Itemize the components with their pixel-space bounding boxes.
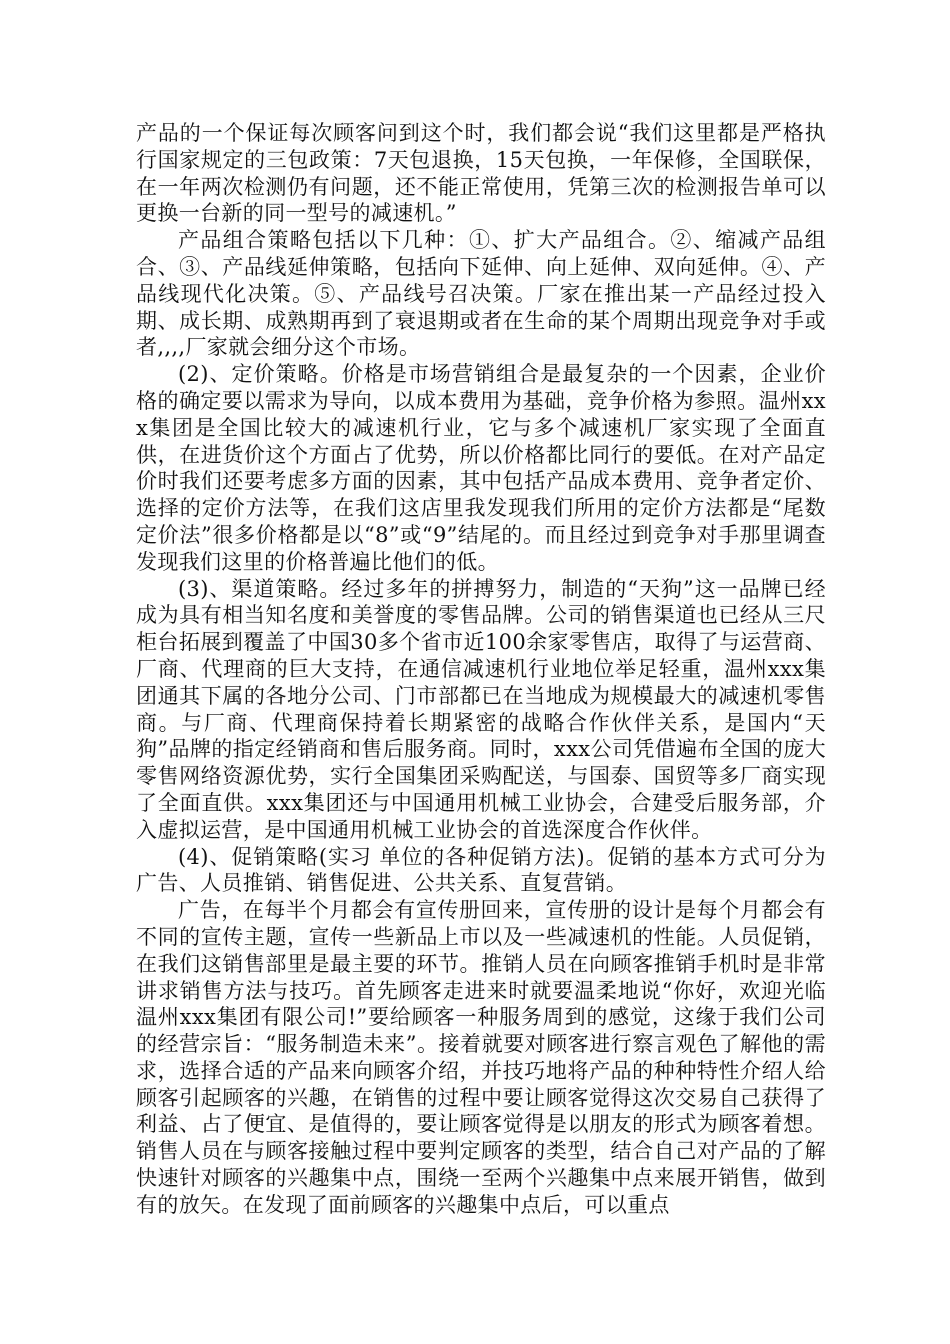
paragraph-pricing-strategy: (2)、定价策略。价格是市场营销组合是最复杂的一个因素，企业价格的确定要以需求为导向，以成本费用为基础，竞争价格为参照。温州xxx集团是全国比较大的减速机行业，它与多个减速机厂家实现了全面直供，在进货价这个方面占了优势，所以价格都比同行的要低。在对产品定价时我们还要考虑多方面的因素，其中包括产品成本费用、竞争者定价、选择的定价方法等，在我们这店里我发现我们所用的定价方法都是“尾数定价法”很多价格都是以“8”或“9”结尾的。而且经过到竞争对手那里调查发现我们这里的价格普遍比他们的低。 [136, 362, 826, 574]
paragraph-channel-strategy: (3)、渠道策略。经过多年的拼搏努力，制造的“天狗”这一品牌已经成为具有相当知名度和美誉度的零售品牌。公司的销售渠道也已经从三尺柜台拓展到覆盖了中国30多个省市近100余家零售店，取得了与运营商、厂商、代理商的巨大支持，在通信减速机行业地位举足轻重，温州xxx集团通其下属的各地分公司、门市部都已在当地成为规模最大的减速机零售商。与厂商、代理商保持着长期紧密的战略合作伙伴关系，是国内“天狗”品牌的指定经销商和售后服务商。同时，xxx公司凭借遍布全国的庞大零售网络资源优势，实行全国集团采购配送，与国泰、国贸等多厂商实现了全面直供。xxx集团还与中国通用机械工业协会，合建受后服务部，介入虚拟运营，是中国通用机械工业协会的首选深度合作伙伴。 [136, 576, 826, 842]
paragraph-product-mix: 产品组合策略包括以下几种：①、扩大产品组合。②、缩减产品组合、③、产品线延伸策略，包括向下延伸、向上延伸、双向延伸。④、产品线现代化决策。⑤、产品线号召决策。厂家在推出某一产品经过投入期、成长期、成熟期再到了衰退期或者在生命的某个周期出现竞争对手或者,,,,厂家就会细分这个市场。 [136, 228, 826, 360]
paragraph-promotion-strategy: (4)、促销策略(实习 单位的各种促销方法)。促销的基本方式可分为广告、人员推销、销售促进、公共关系、直复营销。 [136, 844, 826, 896]
paragraph-warranty: 产品的一个保证每次顾客问到这个时，我们都会说“我们这里都是严格执行国家规定的三包政策：7天包退换，15天包换，一年保修，全国联保，在一年两次检测仍有问题，还不能正常使用，凭第三次的检测报告单可以更换一台新的同一型号的减速机。” [136, 121, 826, 226]
document-body [136, 120, 826, 1219]
paragraph-advertising-sales: 广告，在每半个月都会有宣传册回来，宣传册的设计是每个月都会有不同的宣传主题，宣传一些新品上市以及一些减速机的性能。人员促销，在我们这销售部里是最主要的环节。推销人员在向顾客推销手机时是非常讲求销售方法与技巧。首先顾客走进来时就要温柔地说“你好，欢迎光临温州xxx集团有限公司!”要给顾客一种服务周到的感觉，这缘于我们公司的经营宗旨：“服务制造未来”。接着就要对顾客进行察言观色了解他的需求，选择合适的产品来向顾客介绍，并技巧地将产品的种种特性介绍人给顾客引起顾客的兴趣，在销售的过程中要让顾客觉得这次交易自己获得了利益、占了便宜、是值得的，要让顾客觉得是以朋友的形式为顾客着想。销售人员在与顾客接触过程中要判定顾客的类型，结合自己对产品的了解快速针对顾客的兴趣集中点，围绕一至两个兴趣集中点来展开销售，做到有的放矢。在发现了面前顾客的兴趣集中点后，可以重点 [136, 898, 826, 1217]
